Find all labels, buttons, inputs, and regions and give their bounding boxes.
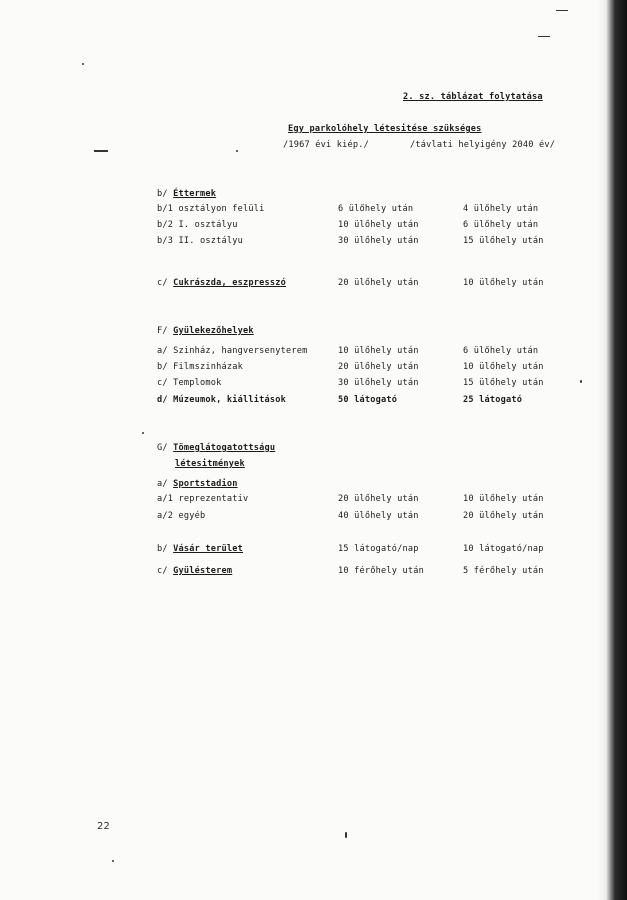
section-g-title-line1: Tömeglátogatottságu [173,443,276,453]
section-f-title: Gyülekezőhelyek [173,326,254,336]
row-label: b/2 I. osztályu [157,220,238,230]
subsection-c-title: Gyülésterem [173,566,233,576]
row-value-1967: 10 férőhely után [338,566,424,576]
row-label: b/ Filmszinházak [157,362,243,372]
scan-speck [236,150,238,152]
subsection-b-heading [157,544,243,554]
row-value-future: 10 ülőhely után [463,494,544,504]
section-b-prefix: b/ [157,189,168,199]
scan-edge-shadow [597,0,627,900]
scan-speck [112,860,114,862]
section-c-prefix: c/ [157,278,168,288]
section-f-heading [157,326,254,336]
row-label: b/3 II. osztályu [157,236,243,246]
row-value-future: 6 ülőhely után [463,220,539,230]
subsection-c-heading [157,566,232,576]
column-header-future: /távlati helyigény 2040 év/ [410,140,556,150]
section-f-prefix: F/ [157,326,168,336]
scan-speck [345,832,347,838]
scan-speck [538,36,550,37]
row-value-1967: 15 látogató/nap [338,544,419,554]
row-value-1967: 50 látogató [338,395,398,405]
row-value-1967: 30 ülőhely után [338,378,419,388]
row-label: a/1 reprezentativ [157,494,249,504]
section-c-heading [157,278,286,288]
row-value-future: 15 ülőhely után [463,378,544,388]
row-value-1967: 20 ülőhely után [338,494,419,504]
row-value-future: 4 ülőhely után [463,204,539,214]
section-c-title: Cukrászda, eszpresszó [173,278,286,288]
subsection-a-prefix: a/ [157,479,168,489]
row-value-future: 6 ülőhely után [463,346,539,356]
subsection-b-title: Vásár terület [173,544,243,554]
scan-speck [142,432,144,434]
row-value-1967: 30 ülőhely után [338,236,419,246]
section-g-heading [157,443,275,453]
column-header-1967: /1967 évi kiép./ [283,140,369,150]
row-value-future: 20 ülőhely után [463,511,544,521]
scan-speck [82,63,84,65]
subsection-a-title: Sportstadion [173,479,238,489]
row-label: d/ Múzeumok, kiállitások [157,395,286,405]
section-g-prefix: G/ [157,443,168,453]
row-label: b/1 osztályon felüli [157,204,265,214]
row-value-future: 25 látogató [463,395,523,405]
row-label: a/ Szinház, hangversenyterem [157,346,308,356]
subsection-c-prefix: c/ [157,566,168,576]
row-value-1967: 40 ülőhely után [338,511,419,521]
row-label: a/2 egyéb [157,511,206,521]
subsection-a-heading [157,479,238,489]
table-title: Egy parkolóhely létesitése szükséges [288,124,482,134]
row-value-future: 10 látogató/nap [463,544,544,554]
row-value-future: 15 ülőhely után [463,236,544,246]
row-value-1967: 20 ülőhely után [338,278,419,288]
page-number: 22 [97,821,111,832]
row-value-future: 10 ülőhely után [463,362,544,372]
scan-speck [94,150,108,152]
table-continued-label: 2. sz. táblázat folytatása [403,92,543,102]
row-value-1967: 6 ülőhely után [338,204,414,214]
row-value-future: 10 ülőhely után [463,278,544,288]
section-b-heading [157,189,216,199]
row-value-future: 5 férőhely után [463,566,544,576]
section-g-title-line2: létesitmények [175,459,245,469]
section-b-title: Éttermek [173,189,217,199]
row-value-1967: 10 ülőhely után [338,220,419,230]
scan-speck [556,10,568,11]
scan-speck [580,380,582,383]
row-value-1967: 10 ülőhely után [338,346,419,356]
subsection-b-prefix: b/ [157,544,168,554]
row-label: c/ Templomok [157,378,222,388]
row-value-1967: 20 ülőhely után [338,362,419,372]
